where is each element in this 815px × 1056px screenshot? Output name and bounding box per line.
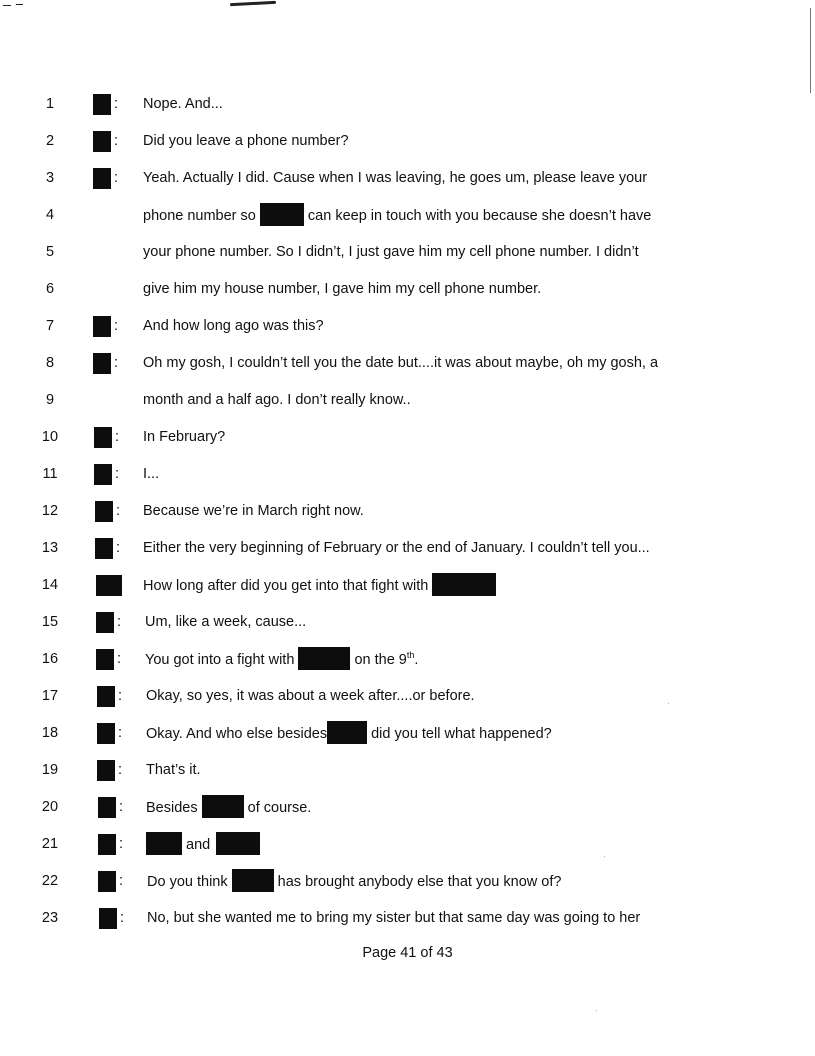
speaker-colon: : bbox=[114, 355, 119, 371]
transcript-line bbox=[0, 277, 815, 301]
line-number: 2 bbox=[45, 133, 55, 149]
line-text: That’s it. bbox=[146, 762, 201, 778]
speaker-colon: : bbox=[118, 762, 123, 778]
line-number: 8 bbox=[45, 355, 55, 371]
redaction-block bbox=[146, 832, 182, 855]
line-number: 4 bbox=[45, 207, 55, 223]
speaker-colon: : bbox=[117, 651, 122, 667]
speaker-redaction bbox=[97, 760, 115, 781]
line-text: Nope. And... bbox=[143, 96, 223, 112]
speaker-colon: : bbox=[119, 873, 124, 889]
speaker-colon: : bbox=[114, 96, 119, 112]
transcript-line bbox=[0, 462, 815, 486]
line-number: 21 bbox=[41, 836, 59, 852]
scan-speck bbox=[604, 856, 605, 857]
speaker-redaction bbox=[93, 316, 111, 337]
speaker-redaction bbox=[97, 723, 115, 744]
speaker-redaction bbox=[96, 575, 122, 596]
line-text: Okay. And who else besides did you tell what happened? bbox=[146, 721, 552, 746]
scan-speck bbox=[596, 1010, 597, 1011]
line-text: and bbox=[146, 832, 260, 857]
line-text: Okay, so yes, it was about a week after....or before. bbox=[146, 688, 475, 704]
line-text: month and a half ago. I don’t really know.. bbox=[143, 392, 411, 408]
speaker-redaction bbox=[93, 168, 111, 189]
redaction-block bbox=[202, 795, 244, 818]
transcript-line bbox=[0, 92, 815, 116]
transcript-line bbox=[0, 314, 815, 338]
transcript-line bbox=[0, 536, 815, 560]
speaker-redaction bbox=[96, 649, 114, 670]
speaker-colon: : bbox=[116, 503, 121, 519]
speaker-redaction bbox=[94, 464, 112, 485]
line-text: Yeah. Actually I did. Cause when I was leaving, he goes um, please leave your bbox=[143, 170, 648, 186]
redaction-block bbox=[216, 832, 260, 855]
transcript-line bbox=[0, 906, 815, 930]
transcript-line bbox=[0, 240, 815, 264]
line-number: 9 bbox=[45, 392, 55, 408]
speaker-redaction bbox=[93, 94, 111, 115]
speaker-colon: : bbox=[115, 466, 120, 482]
speaker-colon: : bbox=[114, 133, 119, 149]
transcript-line bbox=[0, 721, 815, 745]
line-number: 19 bbox=[41, 762, 59, 778]
line-number: 22 bbox=[41, 873, 59, 889]
speaker-redaction bbox=[94, 427, 112, 448]
transcript-line bbox=[0, 869, 815, 893]
line-number: 1 bbox=[45, 96, 55, 112]
scan-mark-top-left bbox=[3, 5, 11, 6]
speaker-redaction bbox=[93, 131, 111, 152]
scan-mark-top bbox=[230, 1, 276, 6]
transcript-line bbox=[0, 166, 815, 190]
line-text: Because we’re in March right now. bbox=[143, 503, 364, 519]
ordinal-suffix: th bbox=[406, 650, 415, 661]
speaker-redaction bbox=[95, 501, 113, 522]
line-number: 14 bbox=[41, 577, 59, 593]
transcript-line bbox=[0, 832, 815, 856]
transcript-line bbox=[0, 795, 815, 819]
transcript-line bbox=[0, 610, 815, 634]
line-text: Besides of course. bbox=[146, 795, 311, 820]
line-number: 15 bbox=[41, 614, 59, 630]
transcript-line bbox=[0, 388, 815, 412]
speaker-redaction bbox=[95, 538, 113, 559]
speaker-colon: : bbox=[118, 725, 123, 741]
line-number: 18 bbox=[41, 725, 59, 741]
transcript-line bbox=[0, 758, 815, 782]
line-number: 11 bbox=[42, 466, 58, 482]
line-text: And how long ago was this? bbox=[143, 318, 324, 334]
line-number: 10 bbox=[41, 429, 59, 445]
line-text: Um, like a week, cause... bbox=[145, 614, 307, 630]
line-text: Either the very beginning of February or the end of January. I couldn’t tell you... bbox=[143, 540, 650, 556]
transcript-line bbox=[0, 351, 815, 375]
line-number: 7 bbox=[45, 318, 55, 334]
line-text: I... bbox=[143, 466, 160, 482]
speaker-colon: : bbox=[119, 836, 124, 852]
scan-edge-right bbox=[810, 8, 811, 93]
speaker-colon: : bbox=[114, 318, 119, 334]
transcript-line bbox=[0, 425, 815, 449]
line-text: your phone number. So I didn’t, I just gave him my cell phone number. I didn’t bbox=[143, 244, 639, 260]
speaker-redaction bbox=[98, 871, 116, 892]
line-number: 12 bbox=[41, 503, 59, 519]
speaker-colon: : bbox=[116, 540, 121, 556]
speaker-redaction bbox=[98, 797, 116, 818]
line-text: How long after did you get into that fight with bbox=[143, 573, 496, 598]
transcript-line bbox=[0, 647, 815, 671]
line-text: Oh my gosh, I couldn’t tell you the date but....it was about maybe, oh my gosh, a bbox=[143, 355, 659, 371]
redaction-block bbox=[260, 203, 304, 226]
speaker-colon: : bbox=[114, 170, 119, 186]
speaker-colon: : bbox=[119, 799, 124, 815]
line-number: 23 bbox=[41, 910, 59, 926]
line-number: 13 bbox=[41, 540, 59, 556]
speaker-colon: : bbox=[115, 429, 120, 445]
transcript-line bbox=[0, 573, 815, 597]
redaction-block bbox=[232, 869, 274, 892]
line-text: Do you think has brought anybody else that you know of? bbox=[147, 869, 561, 894]
line-text: give him my house number, I gave him my cell phone number. bbox=[143, 281, 542, 297]
line-text: No, but she wanted me to bring my sister but that same day was going to her bbox=[147, 910, 641, 926]
line-number: 6 bbox=[45, 281, 55, 297]
speaker-redaction bbox=[99, 908, 117, 929]
transcript-line bbox=[0, 203, 815, 227]
speaker-redaction bbox=[93, 353, 111, 374]
speaker-redaction bbox=[97, 686, 115, 707]
line-number: 3 bbox=[45, 170, 55, 186]
page-number: Page 41 of 43 bbox=[362, 945, 453, 961]
redaction-block bbox=[298, 647, 350, 670]
speaker-colon: : bbox=[118, 688, 123, 704]
redaction-block bbox=[432, 573, 496, 596]
speaker-redaction bbox=[96, 612, 114, 633]
redaction-block bbox=[327, 721, 367, 744]
line-text: In February? bbox=[143, 429, 226, 445]
line-text: phone number so can keep in touch with you because she doesn’t have bbox=[143, 203, 651, 228]
speaker-colon: : bbox=[117, 614, 122, 630]
line-number: 20 bbox=[41, 799, 59, 815]
speaker-colon: : bbox=[120, 910, 125, 926]
line-number: 5 bbox=[45, 244, 55, 260]
scan-mark-top-left-2 bbox=[16, 4, 23, 5]
transcript-line bbox=[0, 499, 815, 523]
transcript-line bbox=[0, 684, 815, 708]
line-number: 17 bbox=[41, 688, 59, 704]
speaker-redaction bbox=[98, 834, 116, 855]
transcript-line bbox=[0, 129, 815, 153]
line-text: You got into a fight with on the 9th. bbox=[145, 647, 418, 672]
line-number: 16 bbox=[41, 651, 59, 667]
line-text: Did you leave a phone number? bbox=[143, 133, 349, 149]
